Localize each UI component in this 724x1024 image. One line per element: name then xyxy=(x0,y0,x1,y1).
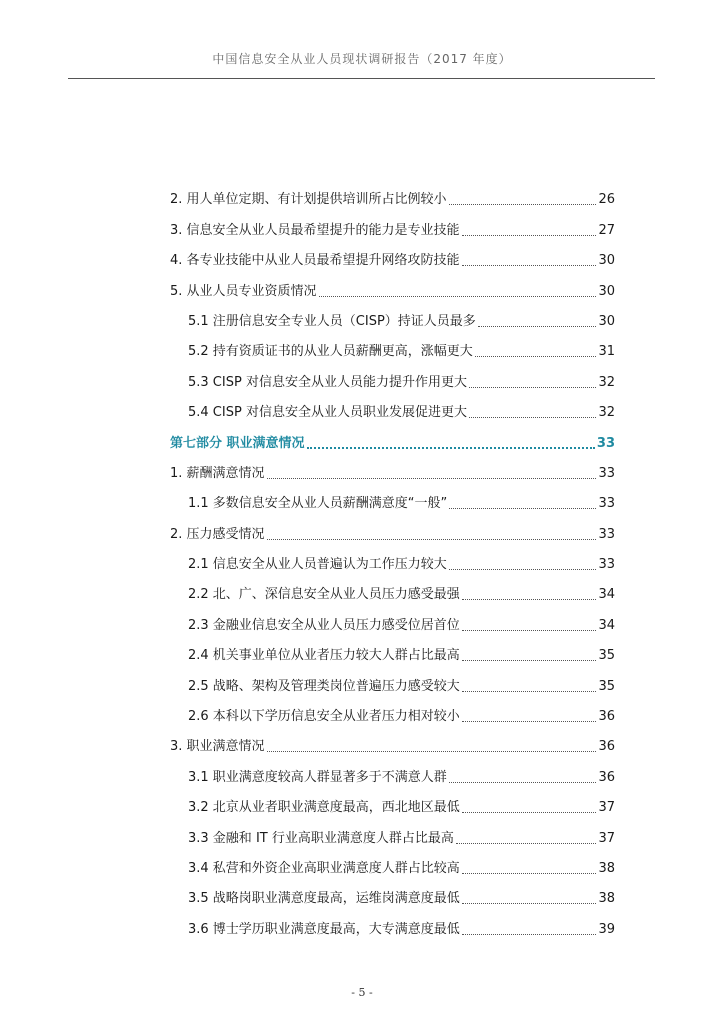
toc-entry[interactable] xyxy=(170,482,615,512)
toc-entry-title: 5.3 CISP 对信息安全从业人员能力提升作用更大 xyxy=(188,374,467,390)
toc-entry-page: 30 xyxy=(598,313,615,329)
toc-dot-leader xyxy=(469,387,597,388)
toc-dot-leader xyxy=(462,903,597,904)
toc-entry[interactable] xyxy=(170,725,615,755)
toc-entry[interactable] xyxy=(170,877,615,907)
toc-entry-page: 38 xyxy=(598,891,615,907)
toc-entry-page: 30 xyxy=(598,283,615,299)
toc-entry-title: 5. 从业人员专业资质情况 xyxy=(170,283,317,299)
toc-entry[interactable] xyxy=(170,391,615,421)
toc-dot-leader xyxy=(449,782,597,783)
toc-entry-title: 2.6 本科以下学历信息安全从业者压力相对较小 xyxy=(188,709,460,725)
toc-entry-page: 33 xyxy=(598,526,615,542)
toc-entry[interactable] xyxy=(170,512,615,542)
toc-entry[interactable] xyxy=(170,543,615,573)
toc-entry-page: 32 xyxy=(598,374,615,390)
toc-entry[interactable] xyxy=(170,755,615,785)
toc-entry-title: 2. 压力感受情况 xyxy=(170,526,265,542)
toc-entry-page: 39 xyxy=(598,921,615,937)
toc-entry-title: 2.1 信息安全从业人员普遍认为工作压力较大 xyxy=(188,557,447,573)
toc-dot-leader xyxy=(449,508,596,509)
toc-entry-page: 33 xyxy=(598,465,615,481)
toc-entry-title: 2.2 北、广、深信息安全从业人员压力感受最强 xyxy=(188,587,460,603)
toc-dot-leader xyxy=(307,447,595,449)
toc-entry[interactable] xyxy=(170,634,615,664)
table-of-contents xyxy=(170,178,615,938)
toc-entry[interactable] xyxy=(170,573,615,603)
toc-dot-leader xyxy=(462,265,597,266)
toc-entry-page: 36 xyxy=(598,739,615,755)
toc-entry-title: 2.3 金融业信息安全从业人员压力感受位居首位 xyxy=(188,617,460,633)
toc-entry[interactable] xyxy=(170,178,615,208)
toc-entry[interactable] xyxy=(170,695,615,725)
toc-entry[interactable] xyxy=(170,239,615,269)
toc-entry-title: 3.3 金融和 IT 行业高职业满意度人群占比最高 xyxy=(188,830,454,846)
toc-entry-title: 2. 用人单位定期、有计划提供培训所占比例较小 xyxy=(170,192,447,208)
toc-entry-title: 3.2 北京从业者职业满意度最高，西北地区最低 xyxy=(188,800,460,816)
toc-entry-page: 36 xyxy=(598,769,615,785)
page-number: - 5 - xyxy=(351,986,373,999)
toc-entry-title: 3.6 博士学历职业满意度最高，大专满意度最低 xyxy=(188,921,460,937)
toc-entry-page: 33 xyxy=(598,557,615,573)
toc-entry-title: 1.1 多数信息安全从业人员薪酬满意度“一般” xyxy=(188,496,448,512)
toc-dot-leader xyxy=(462,630,597,631)
toc-entry-title: 3.4 私营和外资企业高职业满意度人群占比较高 xyxy=(188,860,460,876)
toc-entry-title: 3.5 战略岗职业满意度最高，运维岗满意度最低 xyxy=(188,891,460,907)
toc-dot-leader xyxy=(319,296,597,297)
toc-entry-title: 5.4 CISP 对信息安全从业人员职业发展促进更大 xyxy=(188,405,467,421)
toc-entry-title: 3. 信息安全从业人员最希望提升的能力是专业技能 xyxy=(170,222,460,238)
toc-entry[interactable] xyxy=(170,603,615,633)
toc-entry[interactable] xyxy=(170,208,615,238)
toc-entry[interactable] xyxy=(170,452,615,482)
header-divider xyxy=(68,78,655,79)
toc-dot-leader xyxy=(462,235,597,236)
toc-dot-leader xyxy=(456,843,597,844)
toc-entry-title: 1. 薪酬满意情况 xyxy=(170,465,265,481)
toc-entry-page: 38 xyxy=(598,860,615,876)
toc-entry[interactable] xyxy=(170,816,615,846)
toc-dot-leader xyxy=(462,934,597,935)
toc-entry-page: 31 xyxy=(598,344,615,360)
toc-entry-title: 2.5 战略、架构及管理类岗位普遍压力感受较大 xyxy=(188,678,460,694)
toc-entry-page: 37 xyxy=(598,830,615,846)
toc-entry-title: 3.1 职业满意度较高人群显著多于不满意人群 xyxy=(188,769,447,785)
toc-entry[interactable] xyxy=(170,269,615,299)
toc-part-heading[interactable] xyxy=(170,421,615,451)
toc-entry[interactable] xyxy=(170,907,615,937)
toc-entry-title: 3. 职业满意情况 xyxy=(170,739,265,755)
toc-entry-page: 33 xyxy=(598,496,615,512)
toc-entry-title: 5.2 持有资质证书的从业人员薪酬更高，涨幅更大 xyxy=(188,344,473,360)
toc-dot-leader xyxy=(267,478,597,479)
toc-dot-leader xyxy=(462,873,597,874)
toc-entry-page: 32 xyxy=(598,405,615,421)
toc-entry-page: 37 xyxy=(598,800,615,816)
toc-entry-page: 27 xyxy=(598,222,615,238)
toc-entry[interactable] xyxy=(170,300,615,330)
toc-entry-page: 33 xyxy=(596,435,615,451)
toc-dot-leader xyxy=(469,417,597,418)
toc-dot-leader xyxy=(462,812,597,813)
toc-dot-leader xyxy=(267,751,597,752)
toc-dot-leader xyxy=(462,691,597,692)
toc-entry-page: 35 xyxy=(598,648,615,664)
toc-entry-page: 36 xyxy=(598,709,615,725)
toc-dot-leader xyxy=(475,356,597,357)
toc-dot-leader xyxy=(267,539,597,540)
toc-dot-leader xyxy=(449,569,597,570)
toc-entry[interactable] xyxy=(170,664,615,694)
toc-entry-page: 30 xyxy=(598,253,615,269)
toc-entry-page: 35 xyxy=(598,678,615,694)
toc-entry-page: 34 xyxy=(598,587,615,603)
toc-entry-title: 4. 各专业技能中从业人员最希望提升网络攻防技能 xyxy=(170,253,460,269)
toc-entry[interactable] xyxy=(170,786,615,816)
toc-dot-leader xyxy=(462,721,597,722)
toc-entry-page: 26 xyxy=(598,192,615,208)
toc-dot-leader xyxy=(478,326,597,327)
toc-dot-leader xyxy=(449,204,597,205)
toc-entry-title: 2.4 机关事业单位从业者压力较大人群占比最高 xyxy=(188,648,460,664)
toc-entry-title: 第七部分 职业满意情况 xyxy=(170,435,305,451)
toc-dot-leader xyxy=(462,660,597,661)
toc-dot-leader xyxy=(462,599,597,600)
toc-entry-title: 5.1 注册信息安全专业人员（CISP）持证人员最多 xyxy=(188,313,476,329)
toc-entry[interactable] xyxy=(170,330,615,360)
toc-entry[interactable] xyxy=(170,360,615,390)
toc-entry-page: 34 xyxy=(598,617,615,633)
page-header: 中国信息安全从业人员现状调研报告（2017 年度） xyxy=(212,52,512,66)
toc-entry[interactable] xyxy=(170,847,615,877)
